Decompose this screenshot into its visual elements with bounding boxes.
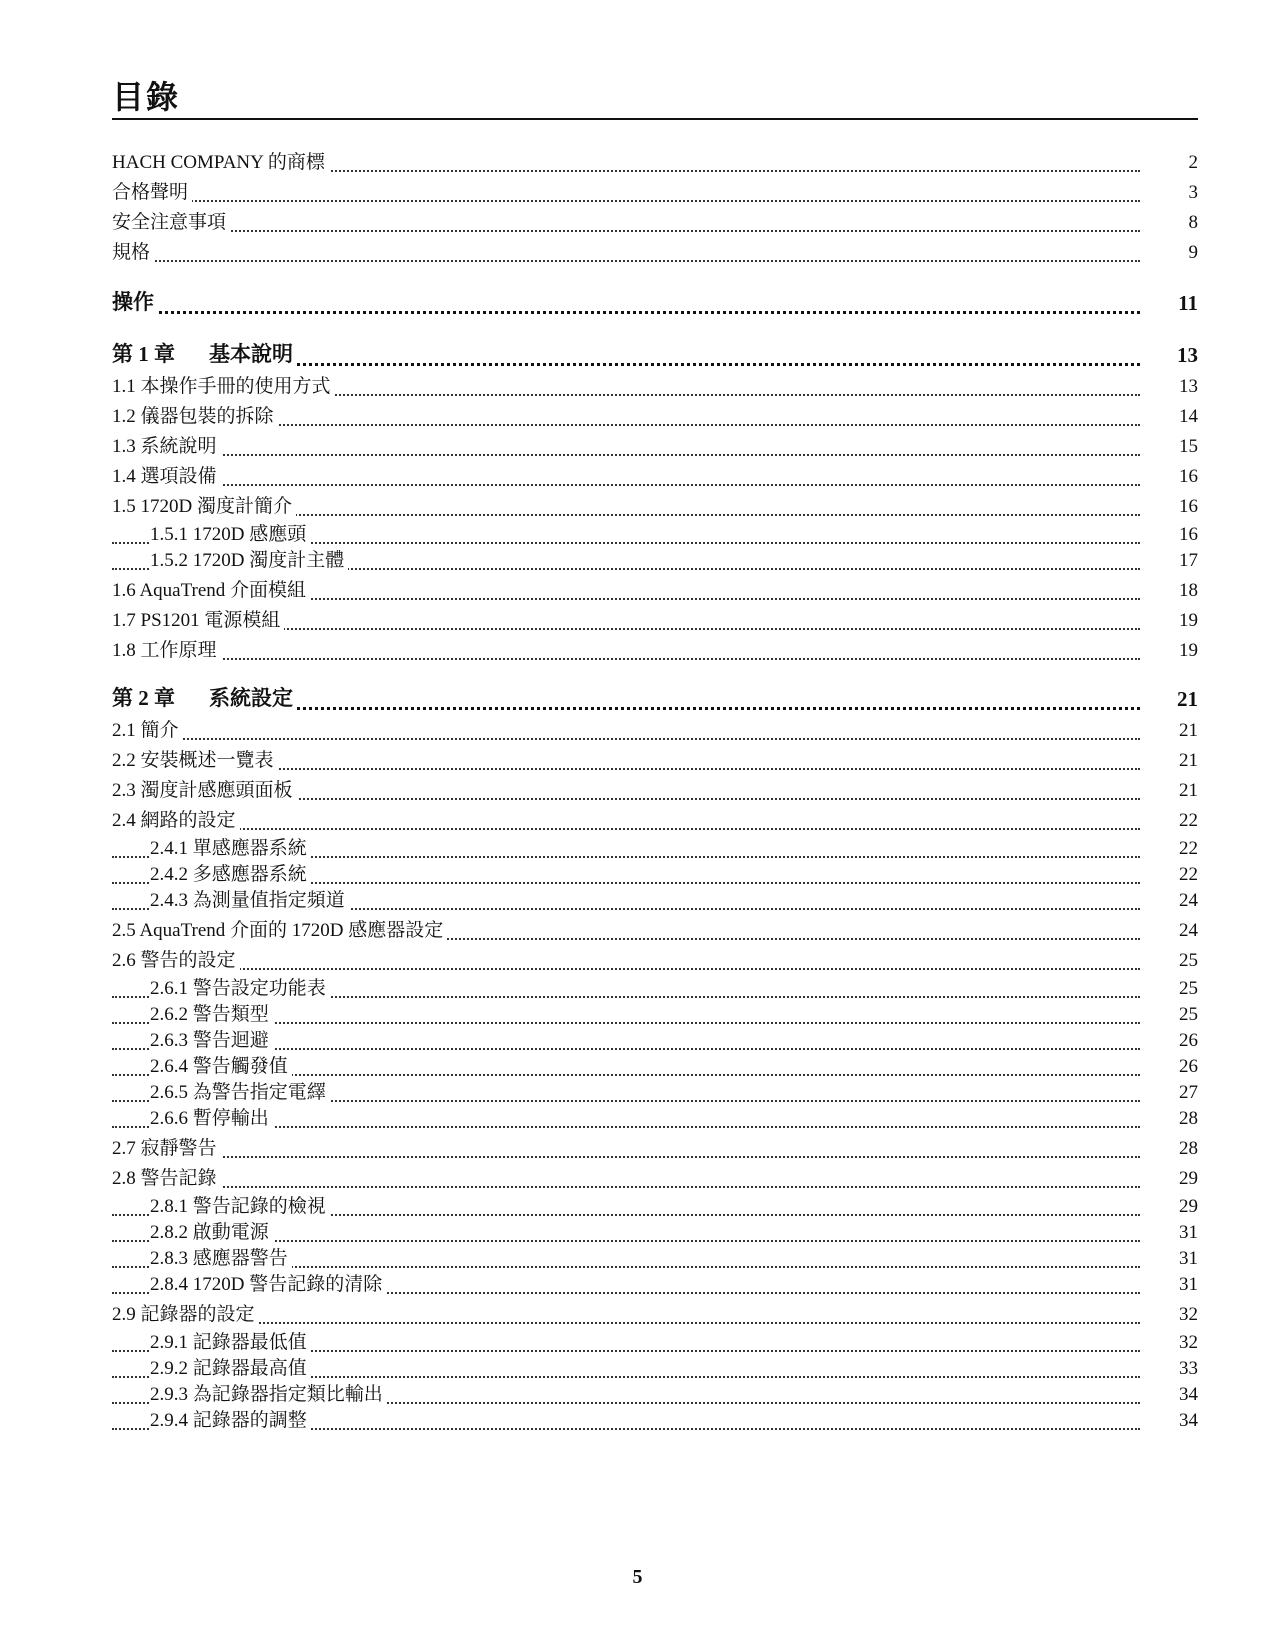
toc-entry-page: 27 [1179, 1082, 1198, 1103]
toc-entry-label: 2.8.3 感應器警告 [150, 1243, 292, 1270]
toc-entry[interactable] [112, 578, 1198, 606]
toc-section-operation[interactable] [112, 292, 1198, 320]
toc-entry-label: 2.4 網路的設定 [112, 805, 240, 832]
toc-entry-page: 17 [1179, 550, 1198, 571]
toc-entry-label: 2.8.2 啟動電源 [150, 1217, 273, 1244]
toc-entry-label: 1.7 PS1201 電源模組 [112, 605, 284, 632]
toc-entry-page: 29 [1179, 1168, 1198, 1189]
toc-section-label: 操作 [112, 286, 158, 316]
toc-entry[interactable] [112, 748, 1198, 776]
chapter-number: 第 2 章 [112, 686, 175, 710]
toc-entry-label: 2.1 簡介 [112, 715, 183, 742]
toc-entry-label: 1.5.2 1720D 濁度計主體 [150, 545, 348, 572]
toc-entry-label: 1.5 1720D 濁度計簡介 [112, 491, 296, 518]
toc-entry-page: 24 [1179, 920, 1198, 941]
toc-subentry[interactable] [112, 976, 1198, 1004]
toc-entry-label: 2.4.3 為測量值指定頻道 [150, 885, 349, 912]
chapter-number: 第 1 章 [112, 342, 175, 366]
toc-chapter-label [112, 338, 297, 368]
toc-entry-page: 31 [1179, 1222, 1198, 1243]
toc-entry-page: 3 [1188, 182, 1198, 203]
chapter-title: 基本說明 [209, 342, 293, 366]
toc-entry[interactable] [112, 948, 1198, 976]
toc-entry-specifications[interactable] [112, 240, 1198, 268]
dot-leader [112, 200, 1140, 202]
toc-entry-page: 33 [1179, 1358, 1198, 1379]
toc-subentry[interactable] [112, 1408, 1198, 1436]
toc-entry-label: 規格 [112, 237, 154, 264]
toc-entry-label: 2.8.4 1720D 警告記錄的清除 [150, 1269, 386, 1296]
toc-entry-page: 18 [1179, 580, 1198, 601]
toc-entry-label: 1.1 本操作手冊的使用方式 [112, 371, 335, 398]
toc-entry-declaration[interactable] [112, 180, 1198, 208]
toc-entry[interactable] [112, 778, 1198, 806]
toc-entry-label: 2.4.2 多感應器系統 [150, 859, 311, 886]
toc-entry-label: 2.6.2 警告類型 [150, 999, 273, 1026]
page-title: 目錄 [112, 78, 181, 116]
toc-entry-label: 1.2 儀器包裝的拆除 [112, 401, 278, 428]
toc-entry-page: 24 [1179, 890, 1198, 911]
toc-entry-page: 26 [1179, 1056, 1198, 1077]
toc-entry-page: 19 [1179, 640, 1198, 661]
dot-leader [112, 484, 1140, 486]
toc-entry-label: 2.9.1 記錄器最低值 [150, 1327, 311, 1354]
toc-chapter-page: 21 [1177, 687, 1198, 711]
toc-entry-page: 22 [1179, 864, 1198, 885]
toc-subentry[interactable] [112, 1080, 1198, 1108]
toc-entry-label: 1.6 AquaTrend 介面模組 [112, 575, 310, 602]
toc-entry-page: 22 [1179, 810, 1198, 831]
toc-entry-page: 21 [1179, 780, 1198, 801]
toc-entry[interactable] [112, 1302, 1198, 1330]
toc-subentry[interactable] [112, 1272, 1198, 1300]
toc-entry-page: 25 [1179, 950, 1198, 971]
toc-subentry[interactable] [112, 548, 1198, 576]
toc-chapter-1[interactable] [112, 344, 1198, 372]
toc-entry-label: 2.6.4 警告觸發值 [150, 1051, 292, 1078]
toc-entry-safety[interactable] [112, 210, 1198, 238]
dot-leader [112, 311, 1140, 314]
toc-entry-label: 2.2 安裝概述一覽表 [112, 745, 278, 772]
dot-leader [112, 968, 1140, 970]
title-divider [112, 118, 1198, 120]
dot-leader [112, 1322, 1140, 1324]
toc-entry-page: 34 [1179, 1384, 1198, 1405]
toc-entry-page: 31 [1179, 1274, 1198, 1295]
toc-entry-page: 25 [1179, 978, 1198, 999]
toc-entry-label: 安全注意事項 [112, 207, 230, 234]
toc-entry-page: 25 [1179, 1004, 1198, 1025]
toc-entry-label: 2.8.1 警告記錄的檢視 [150, 1191, 330, 1218]
toc-entry-page: 21 [1179, 720, 1198, 741]
toc-entry-label: 2.6.5 為警告指定電繹 [150, 1077, 330, 1104]
toc-entry[interactable] [112, 718, 1198, 746]
toc-entry-page: 13 [1179, 376, 1198, 397]
toc-entry-label: 2.6.6 暫停輸出 [150, 1103, 273, 1130]
dot-leader [112, 260, 1140, 262]
toc-entry-page: 34 [1179, 1410, 1198, 1431]
toc-entry[interactable] [112, 608, 1198, 636]
dot-leader [112, 828, 1140, 830]
toc-entry[interactable] [112, 494, 1198, 522]
dot-leader [112, 454, 1140, 456]
toc-entry-page: 28 [1179, 1138, 1198, 1159]
toc-entry-page: 9 [1188, 242, 1198, 263]
toc-entry-label: 1.8 工作原理 [112, 635, 221, 662]
toc-entry-page: 8 [1188, 212, 1198, 233]
toc-entry[interactable] [112, 404, 1198, 432]
toc-entry-page: 32 [1179, 1304, 1198, 1325]
toc-entry-page: 31 [1179, 1248, 1198, 1269]
toc-entry-page: 2 [1188, 152, 1198, 173]
toc-chapter-label [112, 682, 297, 712]
toc-entry-page: 21 [1179, 750, 1198, 771]
toc-entry-page: 16 [1179, 466, 1198, 487]
toc-entry-page: 19 [1179, 610, 1198, 631]
toc-section-page: 11 [1178, 291, 1198, 315]
toc-subentry[interactable] [112, 1194, 1198, 1222]
toc-entry-label: 1.3 系統說明 [112, 431, 221, 458]
toc-entry[interactable] [112, 1136, 1198, 1164]
toc-entry-label: 2.7 寂靜警告 [112, 1133, 221, 1160]
dot-leader [112, 658, 1140, 660]
toc-entry-label: 2.4.1 單感應器系統 [150, 833, 311, 860]
toc-entry-label: 1.4 選項設備 [112, 461, 221, 488]
toc-entry-label: 2.9.4 記錄器的調整 [150, 1405, 311, 1432]
toc-entry-label: 合格聲明 [112, 177, 192, 204]
toc-subentry[interactable] [112, 888, 1198, 916]
toc-entry-label: HACH COMPANY 的商標 [112, 147, 329, 174]
chapter-title: 系統設定 [209, 686, 293, 710]
toc-entry-trademarks[interactable] [112, 150, 1198, 178]
toc-subentry[interactable] [112, 1106, 1198, 1134]
toc-entry-label: 2.9.2 記錄器最高值 [150, 1353, 311, 1380]
toc-entry-label: 2.3 濁度計感應頭面板 [112, 775, 297, 802]
toc-entry-label: 2.6 警告的設定 [112, 945, 240, 972]
toc-entry-label: 2.5 AquaTrend 介面的 1720D 感應器設定 [112, 915, 447, 942]
toc-entry-label: 2.8 警告記錄 [112, 1163, 221, 1190]
toc-entry-label: 2.6.3 警告迴避 [150, 1025, 273, 1052]
toc-entry-page: 26 [1179, 1030, 1198, 1051]
toc-entry-page: 15 [1179, 436, 1198, 457]
page-number: 5 [632, 1566, 643, 1588]
dot-leader [112, 1156, 1140, 1158]
toc-entry-page: 28 [1179, 1108, 1198, 1129]
toc-entry-page: 16 [1179, 496, 1198, 517]
toc-chapter-page: 13 [1177, 343, 1198, 367]
dot-leader [112, 230, 1140, 232]
toc-entry-label: 1.5.1 1720D 感應頭 [150, 519, 310, 546]
toc-subentry[interactable] [112, 1002, 1198, 1030]
toc-entry[interactable] [112, 808, 1198, 836]
toc-entry[interactable] [112, 374, 1198, 402]
toc-entry-label: 2.9 記錄器的設定 [112, 1299, 259, 1326]
toc-entry-label: 2.9.3 為記錄器指定類比輸出 [150, 1379, 387, 1406]
toc-entry[interactable] [112, 638, 1198, 666]
toc-entry[interactable] [112, 464, 1198, 492]
toc-entry-page: 14 [1179, 406, 1198, 427]
dot-leader [112, 1186, 1140, 1188]
toc-entry[interactable] [112, 434, 1198, 462]
toc-entry-page: 29 [1179, 1196, 1198, 1217]
toc-chapter-2[interactable] [112, 688, 1198, 716]
dot-leader [112, 738, 1140, 740]
toc-entry-page: 22 [1179, 838, 1198, 859]
toc-entry-page: 16 [1179, 524, 1198, 545]
toc-entry-page: 32 [1179, 1332, 1198, 1353]
toc-entry-label: 2.6.1 警告設定功能表 [150, 973, 330, 1000]
toc-entry[interactable] [112, 918, 1198, 946]
toc-entry[interactable] [112, 1166, 1198, 1194]
